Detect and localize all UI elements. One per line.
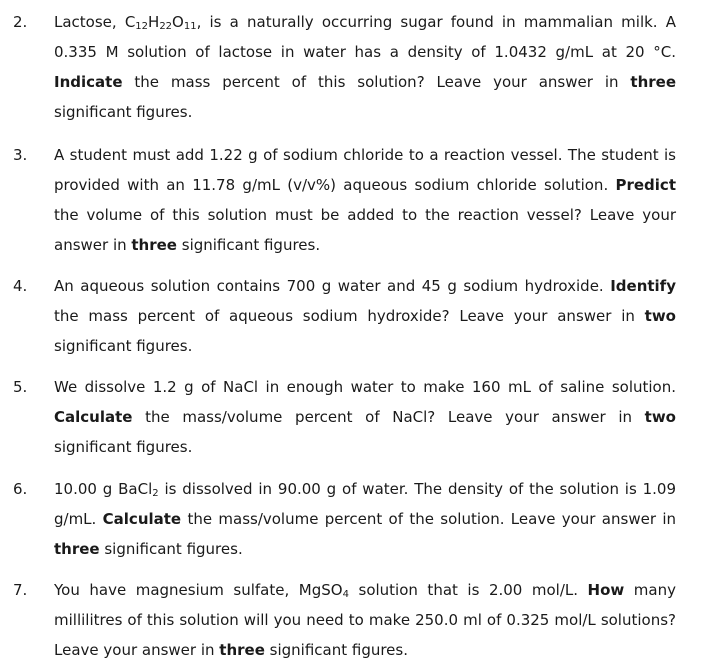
question-text: A student must add 1.22 g of sodium chloride to a reaction vessel. The student is provided with an 11.78 g/mL (v/v%) aqueous sodium chloride solution. Predict the volume of this solution must be added to the reaction vessel? Leave your answer in three significant figures. bbox=[54, 146, 676, 254]
question-number: 6. bbox=[13, 480, 28, 498]
question-number: 5. bbox=[13, 378, 28, 396]
question-text: Lactose, $C_{12}H_{22}O_{11}$, is a naturally occurring sugar found in mammalian milk. A 0.335 M solution of lactose in water has a density of 1.0432 g/mL at 20 °C. Indicate the mass percent of this solution? Leave your answer in three significant figures. bbox=[54, 13, 676, 121]
question-text: We dissolve 1.2 g of NaCl in enough water to make 160 mL of saline solution. Calculate the mass/volume percent of NaCl? Leave your answer in two significant figures. bbox=[54, 378, 676, 456]
question-number: 3. bbox=[13, 146, 28, 164]
question-number: 7. bbox=[13, 581, 28, 599]
question-text: 10.00 g BaCl$_2$ is dissolved in 90.00 g of water. The density of the solution is 1.09 g/mL. Calculate the mass/volume percent of the solution. Leave your answer in three significant figures. bbox=[54, 480, 676, 558]
question-text: An aqueous solution contains 700 g water and 45 g sodium hydroxide. Identify the mass percent of aqueous sodium hydroxide? Leave your answer in two significant figures. bbox=[54, 277, 676, 355]
question-number: 2. bbox=[13, 13, 28, 31]
question-text: You have magnesium sulfate, MgSO$_4$ solution that is 2.00 mol/L. How many millilitres of this solution will you need to make 250.0 ml of 0.325 mol/L solutions? Leave your answer in three significant figures. bbox=[54, 581, 676, 659]
question-number: 4. bbox=[13, 277, 28, 295]
